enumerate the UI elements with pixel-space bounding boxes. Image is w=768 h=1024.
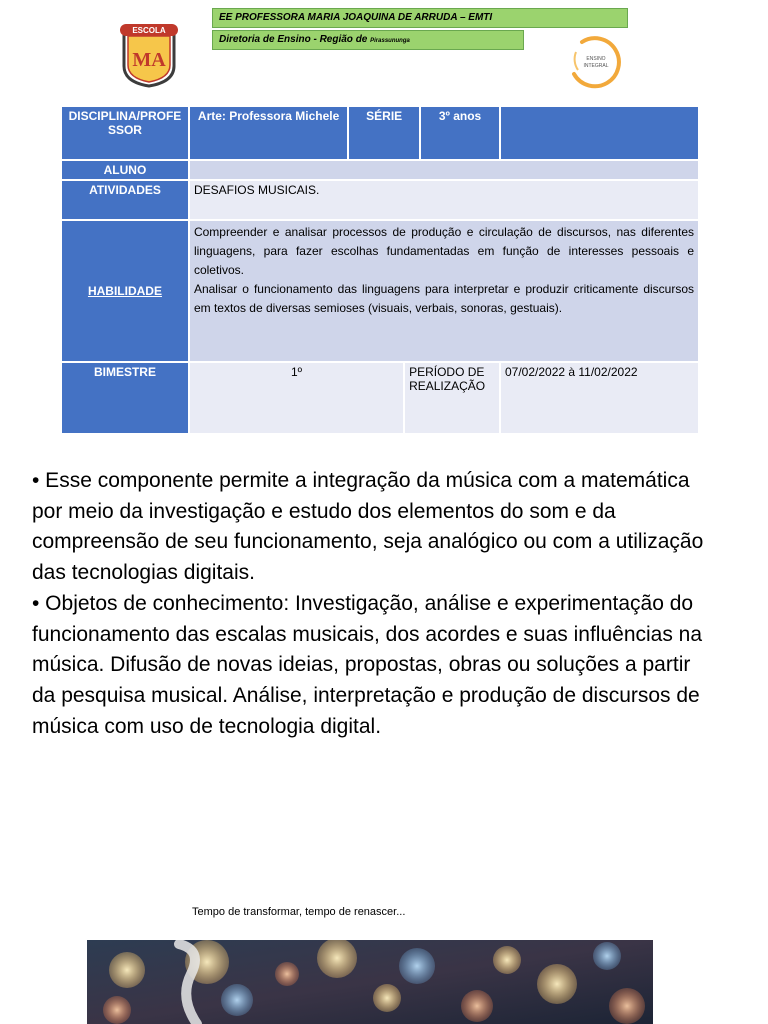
periodo-value: 07/02/2022 à 11/02/2022	[500, 362, 699, 434]
school-logo	[118, 22, 180, 88]
directorate-city: Pirassununga	[370, 38, 410, 44]
footer-caption: Tempo de transformar, tempo de renascer...	[192, 906, 406, 918]
aluno-value	[189, 160, 699, 180]
periodo-label: PERÍODO DE REALIZAÇÃO	[404, 362, 500, 434]
disciplina-value: Arte: Professora Michele	[189, 106, 348, 160]
atividades-label: ATIVIDADES	[61, 180, 189, 220]
logo-text-integral: INTEGRAL	[583, 63, 609, 69]
atividades-value: DESAFIOS MUSICAIS.	[189, 180, 699, 220]
ensino-integral-logo	[562, 34, 630, 90]
activity-info-table	[60, 105, 700, 435]
school-name-bar	[212, 8, 628, 28]
habilidade-text-1: Compreender e analisar processos de produção e circulação de discursos, nas diferentes linguagens, para fazer escolhas fundamentadas em função de interesses pessoais e coletivos.	[193, 225, 694, 277]
logo-monogram: MA	[132, 49, 166, 71]
school-name: EE PROFESSORA MARIA JOAQUINA DE ARRUDA – EMTI	[219, 12, 493, 23]
serie-label: SÉRIE	[348, 106, 420, 160]
body-text	[32, 466, 712, 742]
bimestre-value: 1º	[189, 362, 404, 434]
bokeh-banner-image	[87, 940, 653, 1024]
bimestre-label: BIMESTRE	[61, 362, 189, 434]
directorate-bar	[212, 30, 524, 50]
habilidade-label-cell	[61, 220, 189, 362]
header-empty-cell	[500, 106, 699, 160]
paragraph-integration: • Esse componente permite a integração da música com a matemática por meio da investigação e estudo dos elementos do som e da compreensão de seu funcionamento, seja analógico ou com a utilização das tecnologias digitais.	[32, 469, 704, 585]
directorate-prefix: Diretoria de Ensino - Região de	[219, 34, 368, 45]
disciplina-label: DISCIPLINA/PROFE SSOR	[61, 106, 189, 160]
habilidade-text-2: Analisar o funcionamento das linguagens para interpretar e produzir criticamente discursos em textos de diversas semioses (visuais, verbais, sonoras, gestuais).	[193, 282, 694, 315]
serie-value: 3º anos	[420, 106, 500, 160]
logo-text-ensino: ENSINO	[586, 56, 606, 62]
habilidade-label: HABILIDADE	[87, 284, 162, 298]
habilidade-value	[189, 220, 699, 362]
aluno-label: ALUNO	[61, 160, 189, 180]
paragraph-objects: • Objetos de conhecimento: Investigação, análise e experimentação do funcionamento das escalas musicais, dos acordes e suas influências na música. Difusão de novas ideias, propostas, obras ou soluções a partir da pesquisa musical. Análise, interpretação e produção de discursos de música com uso de tecnologia digital.	[32, 591, 703, 738]
logo-banner-text: ESCOLA	[132, 26, 166, 35]
